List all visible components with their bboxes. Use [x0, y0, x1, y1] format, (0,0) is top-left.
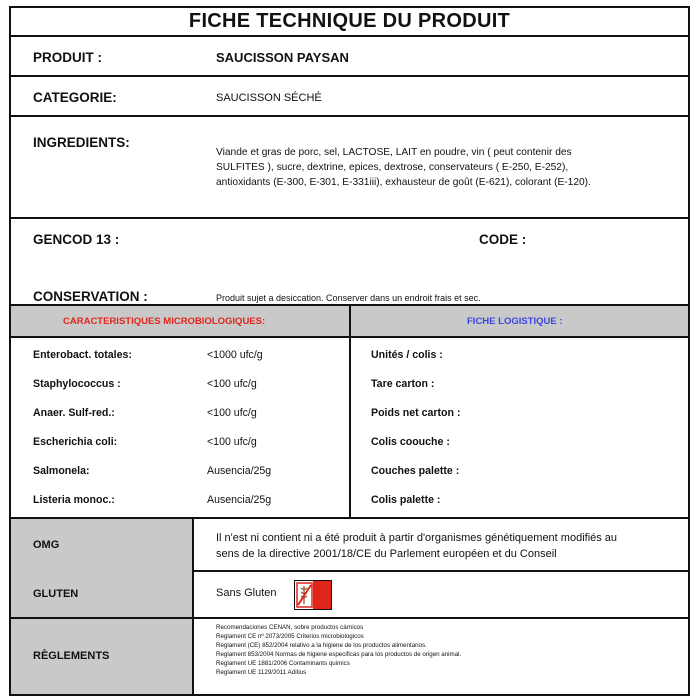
- omg-row: [11, 517, 688, 572]
- logistique-header: FICHE LOGISTIQUE :: [467, 316, 563, 327]
- ingredients-text: [216, 145, 656, 190]
- gencod-label: GENCOD 13 :: [33, 232, 120, 247]
- gluten-row: [11, 572, 688, 619]
- gencod-conservation-block: [11, 219, 688, 304]
- micro-row-value: <100 ufc/g: [207, 436, 257, 448]
- micro-row-name: Escherichia coli:: [33, 436, 118, 448]
- micro-row-value: <1000 ufc/g: [207, 349, 263, 361]
- micro-row-value: <100 ufc/g: [207, 407, 257, 419]
- categorie-label: CATEGORIE:: [33, 90, 117, 105]
- product-sheet: [9, 6, 690, 696]
- reglement-line: Reglament 853/2004 Normas de higiene especificas para los productos de origen animal.: [216, 650, 462, 658]
- reglements-text: [216, 624, 676, 677]
- logistique-row-label: Poids net carton :: [371, 407, 461, 419]
- categorie-value: SAUCISSON SÉCHÉ: [216, 92, 322, 104]
- gluten-free-icon: [294, 580, 332, 610]
- micro-row-name: Staphylococcus :: [33, 378, 121, 390]
- reglement-line: Reglament UE 1881/2006 Contaminants quimics: [216, 659, 350, 667]
- categorie-row: [11, 77, 688, 117]
- code-label: CODE :: [479, 232, 527, 247]
- omg-line: sens de la directive 2001/18/CE du Parlement européen et du Conseil: [216, 548, 557, 560]
- reglements-label: RÈGLEMENTS: [33, 650, 110, 662]
- omg-label-cell: [11, 519, 194, 572]
- produit-row: [11, 37, 688, 77]
- reglement-line: Reglament CE nº 2073/2005 Criterios microbiologicos: [216, 632, 364, 640]
- ingredients-line: antioxidants (E-300, E-301, E-331iii), exhausteur de goût (E-621), colorant (E-120).: [216, 177, 591, 188]
- logistique-row-label: Tare carton :: [371, 378, 435, 390]
- gluten-label: GLUTEN: [33, 588, 79, 600]
- ingredients-label: INGREDIENTS:: [33, 135, 130, 150]
- micro-row-value: Ausencia/25g: [207, 465, 272, 477]
- reglements-row: [11, 619, 688, 694]
- micro-row-name: Anaer. Sulf-red.:: [33, 407, 115, 419]
- gluten-label-cell: [11, 572, 194, 617]
- conservation-label: CONSERVATION :: [33, 289, 148, 304]
- page-title: FICHE TECHNIQUE DU PRODUIT: [11, 8, 688, 37]
- conservation-value: Produit sujet a desiccation. Conserver dans un endroit frais et sec.: [216, 293, 481, 303]
- reglement-line: Recomendaciones CENAN, sobre productos cárnicos: [216, 624, 364, 631]
- reglement-line: Reglament UE 1129/2011 Aditius: [216, 668, 307, 676]
- reglements-label-cell: [11, 619, 194, 694]
- ingredients-line: Viande et gras de porc, sel, LACTOSE, LAIT en poudre, vin ( peut contenir des: [216, 147, 572, 158]
- logistique-row-label: Couches palette :: [371, 465, 460, 477]
- ingredients-row: [11, 117, 688, 219]
- reglement-line: Reglament (CE) 852/2004 relativo a la higiene de los productos alimentarios.: [216, 641, 427, 649]
- micro-row-value: <100 ufc/g: [207, 378, 257, 390]
- micro-row-name: Enterobact. totales:: [33, 349, 132, 361]
- omg-line: Il n'est ni contient ni a été produit à partir d'organismes génétiquement modifiés au: [216, 532, 618, 544]
- omg-text: [216, 530, 676, 562]
- logistique-row-label: Colis coouche :: [371, 436, 450, 448]
- logistique-row-label: Unités / colis :: [371, 349, 443, 361]
- micro-row-name: Listeria monoc.:: [33, 494, 115, 506]
- produit-label: PRODUIT :: [33, 50, 102, 65]
- ingredients-line: SULFITES ), sucre, dextrine, epices, dextrose, conservateurs ( E-250, E-252),: [216, 162, 569, 173]
- column-divider: [349, 304, 351, 517]
- micro-row-name: Salmonela:: [33, 465, 90, 477]
- micro-row-value: Ausencia/25g: [207, 494, 272, 506]
- micro-header: CARACTERISTIQUES MICROBIOLOGIQUES:: [63, 316, 266, 327]
- produit-value: SAUCISSON PAYSAN: [216, 50, 349, 65]
- omg-label: OMG: [33, 539, 60, 551]
- gluten-value: Sans Gluten: [216, 587, 277, 599]
- logistique-row-label: Colis palette :: [371, 494, 441, 506]
